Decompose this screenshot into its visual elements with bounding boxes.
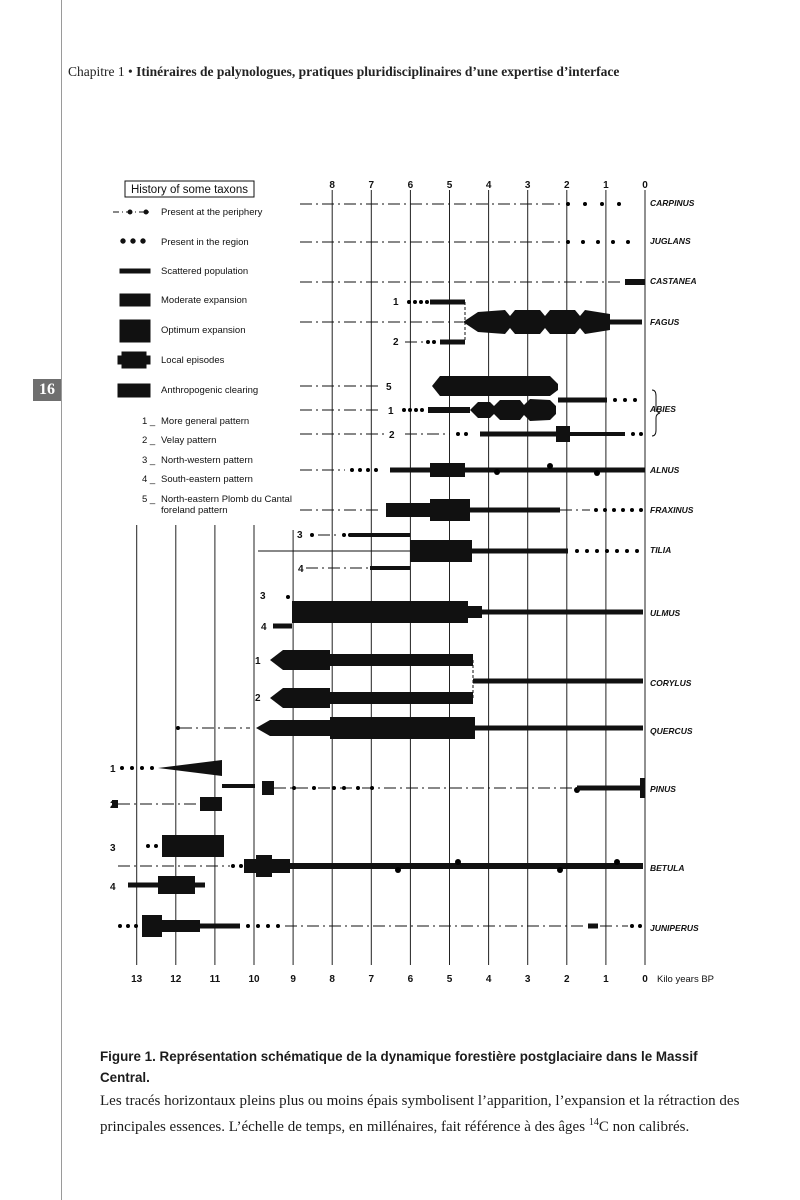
betula-local bbox=[557, 867, 563, 873]
corylus-pattern-1: 1 bbox=[255, 656, 261, 667]
alnus-dot bbox=[366, 468, 370, 472]
bottom-axis bbox=[131, 974, 648, 985]
abies-pattern-2: 2 bbox=[389, 430, 395, 441]
fagus-dot bbox=[432, 340, 436, 344]
abies-dot bbox=[420, 408, 424, 412]
pattern-num-3: 3 _ bbox=[142, 455, 156, 466]
pattern-num-4: 4 _ bbox=[142, 474, 156, 485]
symbol-scattered bbox=[120, 269, 150, 273]
symbol-clearing bbox=[118, 384, 150, 397]
pinus-scattered-late bbox=[577, 786, 642, 791]
pinus-dot bbox=[312, 786, 316, 790]
carpinus-dot bbox=[617, 202, 621, 206]
abies-dot bbox=[639, 432, 643, 436]
fagus-scattered-1 bbox=[430, 300, 465, 305]
alnus-moderate bbox=[430, 463, 465, 477]
tilia-dot bbox=[615, 549, 619, 553]
pinus-dot bbox=[356, 786, 360, 790]
bottom-tick-label: 12 bbox=[170, 974, 182, 985]
pinus-scattered bbox=[222, 784, 255, 788]
pattern-num-1: 1 _ bbox=[142, 416, 156, 427]
top-tick-label: 8 bbox=[329, 180, 335, 191]
bottom-tick-label: 7 bbox=[368, 974, 375, 985]
pinus-moderate-2 bbox=[200, 797, 222, 811]
top-tick-label: 2 bbox=[564, 180, 570, 191]
top-tick-label: 0 bbox=[642, 180, 648, 191]
ulmus-moderate bbox=[468, 606, 482, 618]
juniperus-dot bbox=[118, 924, 122, 928]
juniperus-scattered-late bbox=[588, 924, 598, 929]
tilia-scattered-3 bbox=[350, 533, 410, 537]
abies-moderate-2 bbox=[556, 426, 570, 442]
juglans-dot bbox=[626, 240, 630, 244]
corylus-optimum-2 bbox=[270, 688, 330, 708]
juniperus-dot bbox=[126, 924, 130, 928]
betula-dot bbox=[154, 844, 158, 848]
abies-pattern-1: 1 bbox=[388, 406, 394, 417]
bottom-tick-label: 6 bbox=[407, 974, 414, 985]
pinus-dot bbox=[140, 766, 144, 770]
abies-scattered-1 bbox=[428, 407, 470, 413]
taxon-label-corylus: CORYLUS bbox=[650, 678, 692, 688]
quercus-dot bbox=[176, 726, 180, 730]
tilia-pattern-4: 4 bbox=[298, 564, 304, 575]
castanea-bar bbox=[625, 279, 645, 285]
ulmus-scattered bbox=[482, 610, 643, 615]
symbol-periphery bbox=[113, 210, 152, 214]
caption-text-main: Les tracés horizontaux pleins plus ou moins épais symbolisent l’apparition, l’expansion et la rétraction des principales essences. L’échelle de temps, en millénaires, fait référence à des âges bbox=[100, 1093, 740, 1135]
tilia-dot bbox=[605, 549, 609, 553]
bottom-tick-label: 4 bbox=[485, 974, 492, 985]
legend-symbols bbox=[113, 210, 152, 397]
tilia-dot bbox=[635, 549, 639, 553]
abies-dot bbox=[613, 398, 617, 402]
fagus-dot bbox=[426, 340, 430, 344]
legend-item-clearing: Anthropogenic clearing bbox=[161, 385, 259, 396]
abies-dot bbox=[402, 408, 406, 412]
fagus-optimum bbox=[463, 310, 610, 334]
caption-superscript: 14 bbox=[588, 1117, 599, 1128]
fraxinus-dot bbox=[621, 508, 625, 512]
ulmus-dot bbox=[286, 595, 290, 599]
bottom-tick-label: 0 bbox=[642, 974, 648, 985]
taxon-label-carpinus: CARPINUS bbox=[650, 198, 695, 208]
taxon-label-fagus: FAGUS bbox=[650, 317, 680, 327]
betula-dot bbox=[146, 844, 150, 848]
bottom-tick-label: 9 bbox=[290, 974, 296, 985]
tilia-scattered bbox=[472, 549, 568, 554]
pinus-clearing bbox=[158, 760, 222, 776]
alnus-scattered bbox=[390, 468, 645, 473]
corylus-moderate-2 bbox=[330, 692, 473, 704]
top-tick-label: 5 bbox=[446, 180, 453, 191]
betula-local bbox=[614, 859, 620, 865]
pattern-label-2: Velay pattern bbox=[161, 435, 217, 446]
juglans-dot bbox=[566, 240, 570, 244]
corylus-optimum-1 bbox=[270, 650, 330, 670]
fraxinus-dot bbox=[612, 508, 616, 512]
abies-dot bbox=[464, 432, 468, 436]
bottom-tick-label: 3 bbox=[524, 974, 531, 985]
quercus-moderate bbox=[256, 720, 330, 736]
taxon-label-alnus: ALNUS bbox=[650, 465, 680, 475]
taxon-label-juniperus: JUNIPERUS bbox=[650, 923, 699, 933]
tilia-dot bbox=[595, 549, 599, 553]
pattern-num-2: 2 _ bbox=[142, 435, 156, 446]
pinus-pattern-2: 2 bbox=[110, 800, 116, 811]
legend-title: History of some taxons bbox=[131, 184, 248, 196]
taxon-label-abies: ABIES bbox=[650, 404, 676, 414]
fraxinus-moderate bbox=[386, 503, 430, 517]
abies-dot bbox=[408, 408, 412, 412]
pattern-label-5a: North-eastern Plomb du Cantal bbox=[161, 494, 292, 505]
top-axis bbox=[329, 180, 648, 191]
pinus-dot bbox=[292, 786, 296, 790]
tilia-dot bbox=[625, 549, 629, 553]
abies-dot bbox=[414, 408, 418, 412]
pinus-end-mark bbox=[640, 778, 645, 798]
juniperus-dot bbox=[630, 924, 634, 928]
pinus-moderate bbox=[262, 781, 274, 795]
fagus-scattered-2 bbox=[440, 340, 465, 345]
taxon-label-castanea: CASTANEA bbox=[650, 276, 697, 286]
legend-item-local: Local episodes bbox=[161, 355, 225, 366]
carpinus-dot bbox=[600, 202, 604, 206]
betula-pattern-3: 3 bbox=[110, 843, 116, 854]
top-tick-label: 6 bbox=[407, 180, 414, 191]
bottom-tick-label: 13 bbox=[131, 974, 143, 985]
quercus-scattered bbox=[475, 726, 643, 731]
alnus-dot bbox=[358, 468, 362, 472]
betula-dot bbox=[239, 864, 243, 868]
taxon-label-quercus: QUERCUS bbox=[650, 726, 693, 736]
juniperus-dot bbox=[638, 924, 642, 928]
carpinus-dot bbox=[566, 202, 570, 206]
pattern-label-3: North-western pattern bbox=[161, 455, 253, 466]
betula-local bbox=[395, 867, 401, 873]
tilia-scattered-4 bbox=[370, 566, 410, 570]
top-tick-label: 7 bbox=[368, 180, 375, 191]
abies-dot bbox=[456, 432, 460, 436]
legend-item-optimum: Optimum expansion bbox=[161, 325, 246, 336]
bottom-tick-label: 1 bbox=[603, 974, 609, 985]
abies-scattered-2 bbox=[480, 432, 560, 437]
juniperus-dot bbox=[266, 924, 270, 928]
legend-item-region: Present in the region bbox=[161, 237, 249, 248]
taxon-label-betula: BETULA bbox=[650, 863, 685, 873]
bottom-tick-label: 2 bbox=[564, 974, 570, 985]
taxon-label-juglans: JUGLANS bbox=[650, 236, 691, 246]
fraxinus-scattered bbox=[470, 508, 560, 513]
fagus-dot bbox=[425, 300, 429, 304]
juglans-dot bbox=[611, 240, 615, 244]
tilia-pattern-3: 3 bbox=[297, 530, 303, 541]
betula-moderate-4 bbox=[158, 876, 195, 894]
corylus-pattern-2: 2 bbox=[255, 693, 261, 704]
fagus-dot bbox=[407, 300, 411, 304]
alnus-local bbox=[547, 463, 553, 469]
quercus-optimum bbox=[330, 717, 475, 739]
juniperus-moderate bbox=[162, 920, 200, 932]
pinus-pattern-1: 1 bbox=[110, 764, 116, 775]
figure-caption bbox=[100, 1046, 740, 1138]
juniperus-dot bbox=[246, 924, 250, 928]
symbol-moderate bbox=[120, 294, 150, 306]
fraxinus-dot bbox=[639, 508, 643, 512]
caption-text bbox=[100, 1093, 739, 1135]
top-tick-label: 3 bbox=[524, 180, 531, 191]
fagus-scattered-3 bbox=[610, 320, 642, 325]
juniperus-dot bbox=[276, 924, 280, 928]
top-tick-label: 4 bbox=[485, 180, 492, 191]
symbol-optimum bbox=[120, 320, 150, 342]
abies-dot bbox=[623, 398, 627, 402]
legend-item-scattered: Scattered population bbox=[161, 266, 249, 277]
tilia-dot bbox=[310, 533, 314, 537]
taxon-rows bbox=[112, 202, 645, 937]
abies-scattered-post bbox=[558, 398, 607, 403]
bottom-tick-label: 5 bbox=[446, 974, 453, 985]
betula-scattered bbox=[290, 863, 643, 869]
chapter-label: Chapitre 1 • bbox=[68, 64, 133, 79]
taxon-labels bbox=[649, 198, 699, 933]
bottom-tick-label: 10 bbox=[248, 974, 260, 985]
bottom-tick-label: 8 bbox=[329, 974, 335, 985]
juniperus-dot bbox=[256, 924, 260, 928]
chapter-title: Itinéraires de palynologues, pratiques pluridisciplinaires d’une expertise d’interface bbox=[136, 64, 620, 79]
pinus-dot bbox=[120, 766, 124, 770]
caption-title: Figure 1. Représentation schématique de la dynamique forestière postglaciaire dans le Massif Central. bbox=[100, 1049, 698, 1085]
ulmus-scattered-4 bbox=[273, 624, 292, 629]
juglans-dot bbox=[581, 240, 585, 244]
alnus-dot bbox=[374, 468, 378, 472]
pinus-dot bbox=[332, 786, 336, 790]
abies-pattern-5: 5 bbox=[386, 382, 392, 393]
pinus-dot bbox=[150, 766, 154, 770]
juniperus-optimum bbox=[142, 915, 162, 937]
taxon-label-fraxinus: FRAXINUS bbox=[650, 505, 694, 515]
juniperus-dot bbox=[134, 924, 138, 928]
bottom-tick-label: 11 bbox=[209, 974, 221, 985]
fraxinus-optimum bbox=[430, 499, 470, 521]
abies-dot bbox=[631, 432, 635, 436]
taxon-label-ulmus: ULMUS bbox=[650, 608, 681, 618]
carpinus-dot bbox=[583, 202, 587, 206]
betula-dot bbox=[231, 864, 235, 868]
ulmus-optimum bbox=[292, 601, 468, 623]
axis-unit: Kilo years BP bbox=[657, 974, 715, 985]
abies-scattered-2 bbox=[570, 432, 625, 436]
alnus-dot bbox=[350, 468, 354, 472]
legend-item-periphery: Present at the periphery bbox=[161, 207, 263, 218]
corylus-scattered bbox=[473, 679, 643, 684]
betula-pattern-4: 4 bbox=[110, 882, 116, 893]
pinus-dot bbox=[130, 766, 134, 770]
fraxinus-dot bbox=[603, 508, 607, 512]
pattern-label-5b: foreland pattern bbox=[161, 505, 228, 516]
fagus-dot bbox=[413, 300, 417, 304]
juglans-dot bbox=[596, 240, 600, 244]
betula-local bbox=[455, 859, 461, 865]
fagus-pattern-1: 1 bbox=[393, 297, 399, 308]
fraxinus-dot bbox=[630, 508, 634, 512]
alnus-local bbox=[594, 470, 600, 476]
alnus-local bbox=[494, 469, 500, 475]
corylus-moderate-1 bbox=[330, 654, 473, 666]
tilia-dot bbox=[585, 549, 589, 553]
legend-item-moderate: Moderate expansion bbox=[161, 295, 248, 306]
symbol-region bbox=[121, 239, 145, 243]
caption-text-end: C non calibrés. bbox=[598, 1119, 690, 1135]
taxon-label-tilia: TILIA bbox=[650, 545, 672, 555]
fagus-dot bbox=[419, 300, 423, 304]
abies-local-1 bbox=[470, 399, 556, 421]
tilia-optimum bbox=[410, 540, 472, 562]
juniperus-scattered bbox=[200, 924, 240, 929]
top-tick-label: 1 bbox=[603, 180, 609, 191]
pattern-num-5: 5 _ bbox=[142, 494, 156, 505]
tilia-dot bbox=[342, 533, 346, 537]
taxon-label-pinus: PINUS bbox=[650, 784, 676, 794]
fraxinus-dot bbox=[594, 508, 598, 512]
ulmus-pattern-4: 4 bbox=[261, 622, 267, 633]
pinus-dot bbox=[342, 786, 346, 790]
pattern-label-1: More general pattern bbox=[161, 416, 250, 427]
symbol-local bbox=[118, 352, 150, 368]
abies-clearing-5 bbox=[432, 376, 558, 396]
tilia-dot bbox=[575, 549, 579, 553]
fagus-pattern-2: 2 bbox=[393, 337, 399, 348]
betula-optimum-3 bbox=[162, 835, 224, 857]
ulmus-pattern-3: 3 bbox=[260, 591, 266, 602]
abies-dot bbox=[633, 398, 637, 402]
pinus-dot bbox=[370, 786, 374, 790]
page-number-badge: 16 bbox=[33, 379, 61, 401]
betula-optimum bbox=[256, 855, 272, 877]
pattern-label-4: South-eastern pattern bbox=[161, 474, 253, 485]
